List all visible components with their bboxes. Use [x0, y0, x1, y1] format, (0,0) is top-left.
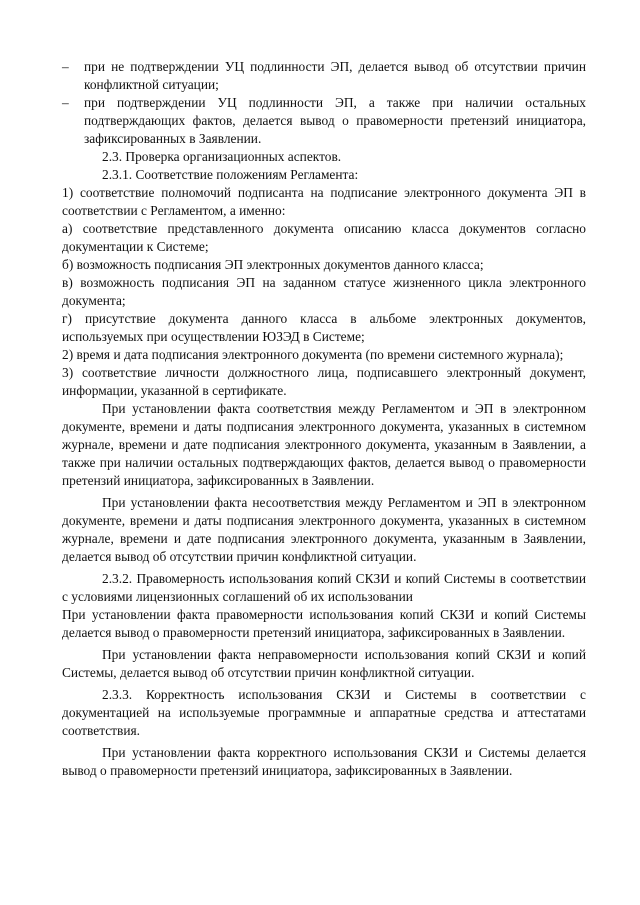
list-item-2: 2) время и дата подписания электронного документа (по времени системного журнала); [62, 347, 564, 362]
bullet-dash: – [62, 59, 69, 74]
list-item-b: б) возможность подписания ЭП электронных документов данного класса; [62, 257, 484, 272]
list-item-3: 3) соответствие личности должностного лица, подписавшего электронный документ, информации, указанной в сертификате. [62, 365, 586, 398]
subsection-heading-2-3-3: 2.3.3. Корректность использования СКЗИ и Системы в соответствии с документацией на используемые программные и аппаратные средства и аттестатами соответствия. [62, 687, 586, 738]
list-item-g: г) присутствие документа данного класса в альбоме электронных документов, используемых при осуществлении ЮЗЭД в Системе; [62, 311, 586, 344]
bullet-dash: – [62, 95, 69, 110]
subsection-heading-2-3-1: 2.3.1. Соответствие положениям Регламента: [102, 167, 359, 182]
subsection-heading-2-3-2: 2.3.2. Правомерность использования копий СКЗИ и копий Системы в соответствии с условиями лицензионных соглашений об их использовании [62, 571, 586, 604]
paragraph-correct-usage: При установлении факта корректного использования СКЗИ и Системы делается вывод о правомерности претензий инициатора, зафиксированных в Заявлении. [62, 745, 586, 778]
bullet-item [62, 58, 586, 94]
list-item-v: в) возможность подписания ЭП на заданном статусе жизненного цикла электронного документа; [62, 275, 586, 308]
paragraph-conformity: При установлении факта соответствия между Регламентом и ЭП в электронном документе, времени и даты подписания электронного документа, указанных в системном журнале, времени и дате подписания электронного документа, указанным в Заявлении, а также при наличии остальных подтверждающих фактов, делается вывод о правомерности претензий инициатора, зафиксированных в Заявлении. [62, 401, 586, 488]
list-item-a: а) соответствие представленного документа описанию класса документов согласно документации к Системе; [62, 221, 586, 254]
bullet-text: при не подтверждении УЦ подлинности ЭП, делается вывод об отсутствии причин конфликтной ситуации; [84, 59, 586, 92]
paragraph-license-unlawful: При установлении факта неправомерности использования копий СКЗИ и копий Системы, делается вывод об отсутствии причин конфликтной ситуации. [62, 647, 586, 680]
list-item-1: 1) соответствие полномочий подписанта на подписание электронного документа ЭП в соответствии с Регламентом, а именно: [62, 185, 586, 218]
paragraph-nonconformity: При установлении факта несоответствия между Регламентом и ЭП в электронном документе, времени и даты подписания электронного документа, указанных в системном журнале, времени и дате подписания электронного документа, указанным в Заявлении, делается вывод об отсутствии причин конфликтной ситуации. [62, 495, 586, 564]
bullet-item [62, 94, 586, 148]
section-heading-2-3: 2.3. Проверка организационных аспектов. [102, 149, 342, 164]
paragraph-license-lawful: При установлении факта правомерности использования копий СКЗИ и копий Системы делается вывод о правомерности претензий инициатора, зафиксированных в Заявлении. [62, 607, 586, 640]
bullet-text: при подтверждении УЦ подлинности ЭП, а также при наличии остальных подтверждающих фактов, делается вывод о правомерности претензий инициатора, зафиксированных в Заявлении. [84, 95, 586, 146]
